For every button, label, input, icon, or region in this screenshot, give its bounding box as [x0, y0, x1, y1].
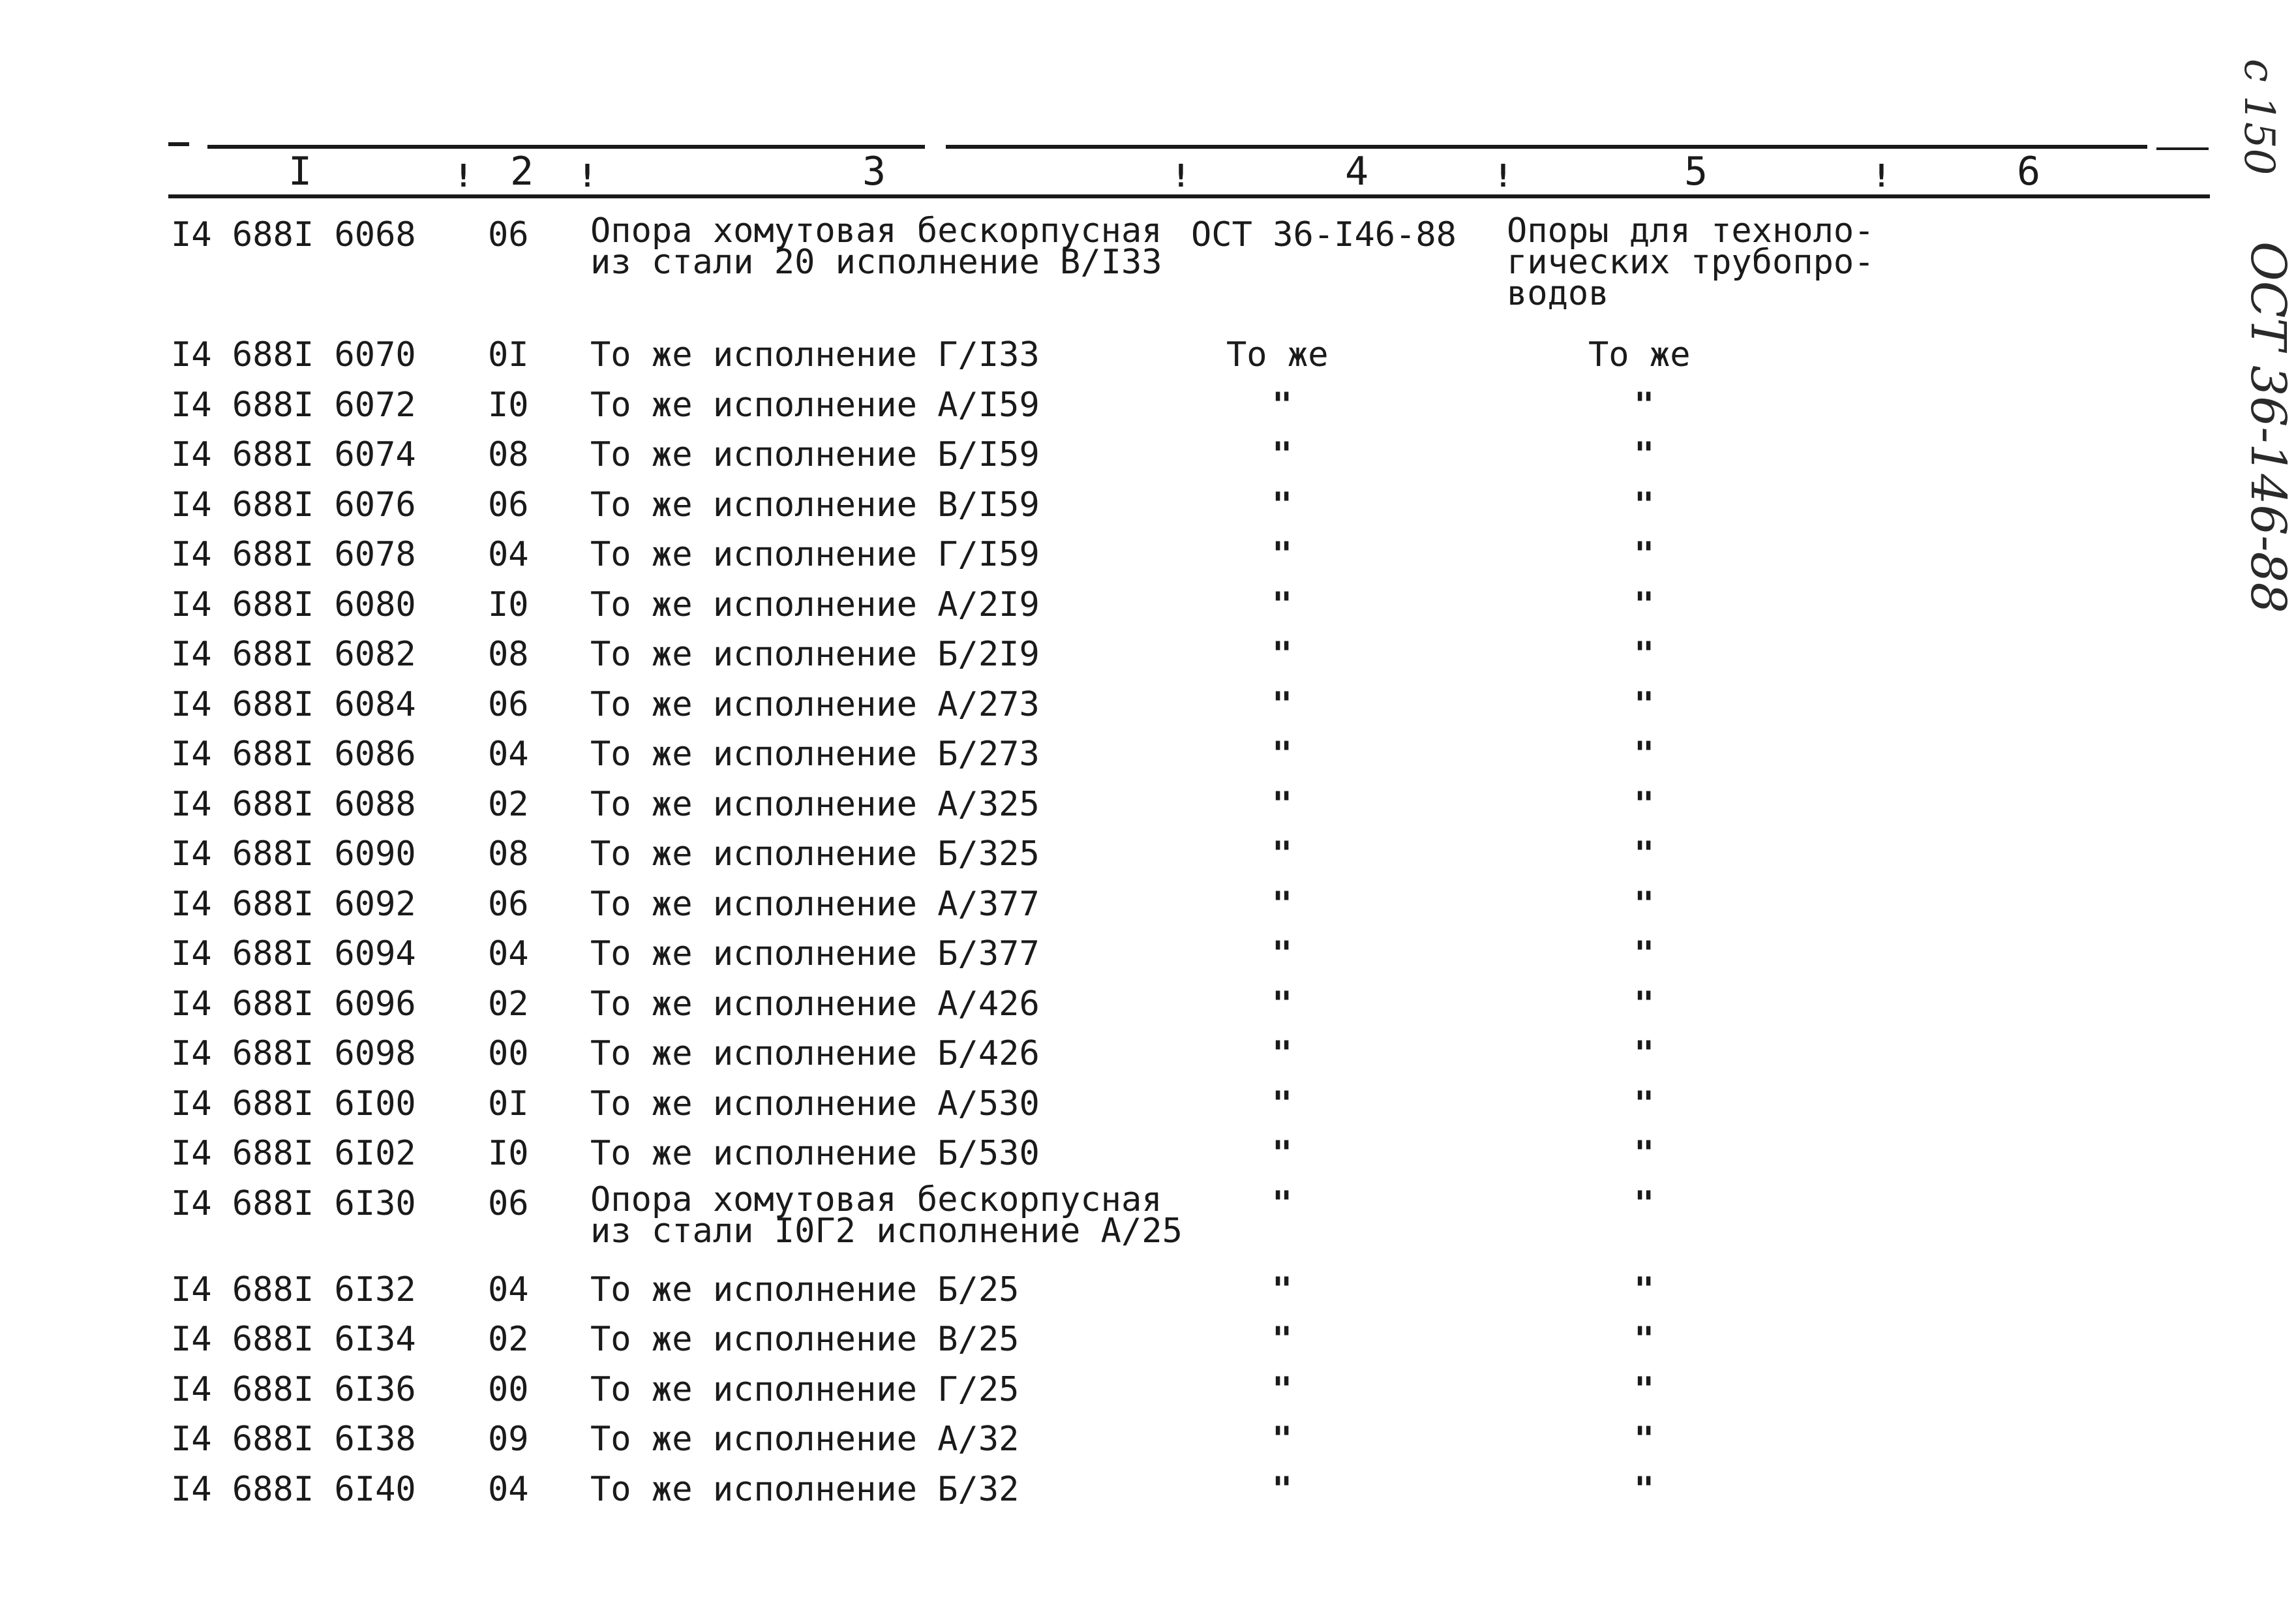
- designation-code: I4 688I 6I36: [171, 1369, 416, 1409]
- ditto-mark: ": [1272, 535, 1293, 574]
- item-name-line: То же исполнение Б/2I9: [590, 635, 1040, 674]
- check-number: 0I: [488, 335, 529, 374]
- item-name-line: Опора хомутовая бескорпусная: [590, 211, 1162, 251]
- item-name: [590, 685, 1040, 724]
- ditto-mark: ": [1272, 1420, 1293, 1459]
- item-name-line: То же исполнение А/530: [590, 1084, 1040, 1123]
- item-name-line: То же исполнение Б/377: [590, 934, 1040, 973]
- designation-code: I4 688I 6068: [171, 215, 416, 254]
- check-number: 04: [488, 535, 529, 574]
- item-name: [590, 785, 1040, 824]
- item-name-line: из стали 20 исполнение В/I33: [590, 243, 1162, 282]
- designation-code: I4 688I 6098: [171, 1034, 416, 1073]
- check-number: 08: [488, 834, 529, 874]
- check-number: 04: [488, 735, 529, 774]
- table-row: [0, 934, 2288, 985]
- table-row: [0, 585, 2288, 635]
- ditto-mark: ": [1272, 435, 1293, 474]
- check-number: 00: [488, 1034, 529, 1073]
- ditto-mark: ": [1272, 585, 1293, 624]
- table-row: [0, 1180, 2288, 1270]
- ditto-mark: ": [1272, 735, 1293, 774]
- ditto-mark: ": [1634, 1420, 1655, 1459]
- ditto-mark: ": [1634, 735, 1655, 774]
- designation-code: I4 688I 6080: [171, 585, 416, 624]
- column-header-1: I: [288, 149, 312, 194]
- designation-code: I4 688I 6084: [171, 684, 416, 724]
- table-row: [0, 435, 2288, 485]
- item-name: [590, 211, 1162, 282]
- item-name-line: То же исполнение А/I59: [590, 385, 1040, 425]
- ditto-mark: ": [1272, 984, 1293, 1024]
- table-row: [0, 1034, 2288, 1084]
- designation-code: I4 688I 6I40: [171, 1469, 416, 1509]
- item-name: [590, 485, 1040, 525]
- top-rule-segment: [168, 142, 189, 146]
- table-row: [0, 335, 2288, 386]
- document-reference: То же: [1226, 335, 1329, 374]
- ditto-mark: ": [1272, 934, 1293, 973]
- check-number: I0: [488, 1134, 529, 1173]
- column-separator: !: [1494, 158, 1513, 194]
- table-row: [0, 885, 2288, 935]
- item-name-line: То же исполнение А/273: [590, 684, 1040, 724]
- table-row: [0, 735, 2288, 785]
- designation-code: I4 688I 6078: [171, 535, 416, 574]
- header-rule: [168, 194, 2210, 198]
- column-header-6: 6: [2016, 149, 2041, 194]
- ditto-mark: ": [1634, 684, 1655, 724]
- check-number: 06: [488, 1183, 529, 1223]
- check-number: 00: [488, 1369, 529, 1409]
- check-number: 04: [488, 1270, 529, 1309]
- ditto-mark: ": [1272, 385, 1293, 425]
- item-name-line: То же исполнение Б/25: [590, 1270, 1020, 1309]
- ditto-mark: ": [1272, 1134, 1293, 1173]
- item-name: [590, 1320, 1019, 1359]
- table-row: [0, 485, 2288, 536]
- item-name-line: То же исполнение В/25: [590, 1320, 1020, 1359]
- table-row: [0, 1134, 2288, 1184]
- ditto-mark: ": [1634, 535, 1655, 574]
- ditto-mark: ": [1272, 1369, 1293, 1409]
- item-name: [590, 1084, 1040, 1123]
- ditto-mark: ": [1634, 834, 1655, 874]
- table-row: [0, 1420, 2288, 1470]
- column-header-3: 3: [862, 149, 886, 194]
- ditto-mark: ": [1272, 1034, 1293, 1073]
- item-name-line: То же исполнение Г/I33: [590, 335, 1040, 374]
- table-row: [0, 785, 2288, 835]
- item-name-line: То же исполнение А/377: [590, 884, 1040, 924]
- item-name-line: То же исполнение Г/25: [590, 1369, 1020, 1409]
- designation-code: I4 688I 6082: [171, 635, 416, 674]
- ditto-mark: ": [1634, 1134, 1655, 1173]
- standard-designation: ОСТ 36-146-88: [2240, 241, 2296, 613]
- item-name: [590, 535, 1040, 574]
- column-header-5: 5: [1684, 149, 1708, 194]
- table-row: [0, 535, 2288, 585]
- top-rule-segment: [2156, 147, 2209, 150]
- ditto-mark: ": [1634, 485, 1655, 525]
- check-number: 02: [488, 984, 529, 1024]
- document-reference: ОСТ 36-I46-88: [1191, 215, 1457, 254]
- ditto-mark: ": [1272, 485, 1293, 525]
- ditto-mark: ": [1634, 1469, 1655, 1509]
- column-separator: !: [1171, 158, 1190, 194]
- designation-code: I4 688I 6076: [171, 485, 416, 525]
- designation-code: I4 688I 6I02: [171, 1134, 416, 1173]
- column-separator: !: [578, 158, 597, 194]
- ditto-mark: ": [1272, 1084, 1293, 1123]
- check-number: I0: [488, 585, 529, 624]
- check-number: I0: [488, 385, 529, 425]
- table-body: [0, 211, 2288, 1519]
- item-name-line: То же исполнение А/325: [590, 784, 1040, 824]
- ditto-mark: ": [1634, 1270, 1655, 1309]
- ditto-mark: ": [1634, 1183, 1655, 1223]
- designation-code: I4 688I 6I32: [171, 1270, 416, 1309]
- item-name-line: То же исполнение В/I59: [590, 485, 1040, 525]
- ditto-mark: ": [1272, 834, 1293, 874]
- item-name: [590, 834, 1040, 874]
- table-row: [0, 386, 2288, 436]
- designation-code: I4 688I 6090: [171, 834, 416, 874]
- item-name: [590, 1180, 1183, 1251]
- check-number: 06: [488, 884, 529, 924]
- table-row: [0, 211, 2288, 335]
- ditto-mark: ": [1272, 784, 1293, 824]
- item-name: [590, 585, 1040, 624]
- item-name-line: Опора хомутовая бескорпусная: [590, 1180, 1162, 1219]
- designation-code: I4 688I 6I30: [171, 1183, 416, 1223]
- ditto-mark: ": [1634, 1369, 1655, 1409]
- item-name-line: То же исполнение Б/530: [590, 1134, 1040, 1173]
- check-number: 02: [488, 784, 529, 824]
- purpose: То же: [1588, 335, 1691, 374]
- check-number: 02: [488, 1320, 529, 1359]
- designation-code: I4 688I 6I00: [171, 1084, 416, 1123]
- table-row: [0, 685, 2288, 735]
- ditto-mark: ": [1634, 435, 1655, 474]
- check-number: 06: [488, 215, 529, 254]
- table-row: [0, 1370, 2288, 1420]
- table-row: [0, 1320, 2288, 1370]
- designation-code: I4 688I 6086: [171, 735, 416, 774]
- ditto-mark: ": [1272, 1183, 1293, 1223]
- item-name-line: То же исполнение Б/325: [590, 834, 1040, 874]
- item-name-line: из стали I0Г2 исполнение А/25: [590, 1211, 1183, 1251]
- designation-code: I4 688I 6072: [171, 385, 416, 425]
- purpose-line: гических трубопро-: [1507, 243, 1875, 282]
- item-name-line: То же исполнение А/2I9: [590, 585, 1040, 624]
- item-name: [590, 735, 1040, 774]
- check-number: 06: [488, 684, 529, 724]
- ditto-mark: ": [1272, 684, 1293, 724]
- check-number: 06: [488, 485, 529, 525]
- ditto-mark: ": [1272, 1320, 1293, 1359]
- ditto-mark: ": [1272, 1469, 1293, 1509]
- item-name: [590, 435, 1040, 474]
- item-name: [590, 1420, 1019, 1459]
- table-row: [0, 985, 2288, 1035]
- ditto-mark: ": [1634, 984, 1655, 1024]
- check-number: 04: [488, 1469, 529, 1509]
- purpose-line: Опоры для техноло-: [1507, 211, 1875, 251]
- ditto-mark: ": [1634, 1084, 1655, 1123]
- designation-code: I4 688I 6074: [171, 435, 416, 474]
- item-name: [590, 1470, 1019, 1509]
- ditto-mark: ": [1272, 884, 1293, 924]
- designation-code: I4 688I 6094: [171, 934, 416, 973]
- item-name-line: То же исполнение Б/32: [590, 1469, 1020, 1509]
- ditto-mark: ": [1272, 635, 1293, 674]
- item-name-line: То же исполнение А/426: [590, 984, 1040, 1024]
- top-rule-segment: [207, 145, 925, 149]
- item-name-line: То же исполнение А/32: [590, 1420, 1020, 1459]
- item-name: [590, 1370, 1019, 1409]
- item-name-line: То же исполнение Б/273: [590, 735, 1040, 774]
- item-name: [590, 985, 1040, 1024]
- purpose: [1507, 211, 1875, 313]
- table-row: [0, 1470, 2288, 1520]
- designation-code: I4 688I 6096: [171, 984, 416, 1024]
- designation-code: I4 688I 6I38: [171, 1420, 416, 1459]
- designation-code: I4 688I 6088: [171, 784, 416, 824]
- top-rule-segment: [946, 145, 2147, 149]
- ditto-mark: ": [1634, 784, 1655, 824]
- item-name-line: То же исполнение Б/I59: [590, 435, 1040, 474]
- ditto-mark: ": [1272, 1270, 1293, 1309]
- check-number: 09: [488, 1420, 529, 1459]
- item-name: [590, 1270, 1019, 1309]
- column-header-2: 2: [509, 149, 534, 194]
- ditto-mark: ": [1634, 1034, 1655, 1073]
- item-name: [590, 1034, 1040, 1073]
- item-name-line: То же исполнение Г/I59: [590, 535, 1040, 574]
- item-name: [590, 335, 1040, 374]
- check-number: 08: [488, 435, 529, 474]
- purpose-line: водов: [1507, 274, 1609, 313]
- designation-code: I4 688I 6092: [171, 884, 416, 924]
- ditto-mark: ": [1634, 585, 1655, 624]
- column-header-4: 4: [1344, 149, 1369, 194]
- ditto-mark: ": [1634, 385, 1655, 425]
- check-number: 04: [488, 934, 529, 973]
- table-row: [0, 1084, 2288, 1135]
- ditto-mark: ": [1634, 884, 1655, 924]
- designation-code: I4 688I 6070: [171, 335, 416, 374]
- table-row: [0, 1270, 2288, 1320]
- column-separator: !: [454, 158, 473, 194]
- table-row: [0, 635, 2288, 685]
- ditto-mark: ": [1634, 635, 1655, 674]
- check-number: 0I: [488, 1084, 529, 1123]
- designation-code: I4 688I 6I34: [171, 1320, 416, 1359]
- item-name: [590, 386, 1040, 425]
- table-row: [0, 834, 2288, 885]
- column-separator: !: [1872, 158, 1891, 194]
- page-number: с 150: [2235, 59, 2283, 176]
- item-name: [590, 635, 1040, 674]
- item-name: [590, 934, 1040, 973]
- ditto-mark: ": [1634, 934, 1655, 973]
- ditto-mark: ": [1634, 1320, 1655, 1359]
- item-name-line: То же исполнение Б/426: [590, 1034, 1040, 1073]
- item-name: [590, 1134, 1040, 1173]
- item-name: [590, 885, 1040, 924]
- check-number: 08: [488, 635, 529, 674]
